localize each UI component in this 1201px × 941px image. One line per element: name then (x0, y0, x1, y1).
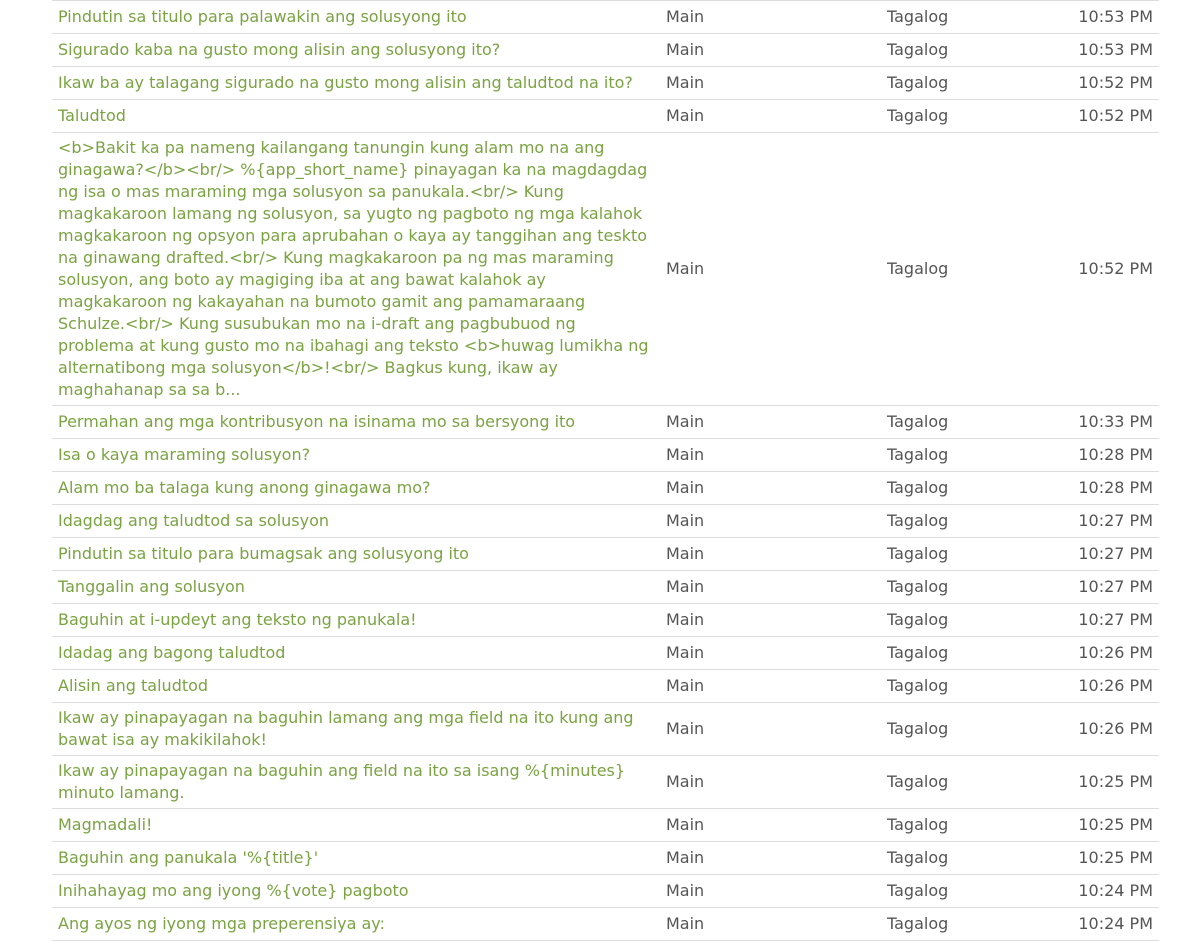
message-cell (52, 809, 660, 842)
resource-cell: Main (660, 1, 881, 34)
table-row (52, 908, 1159, 941)
language-cell: Tagalog (881, 756, 1031, 809)
message-link[interactable]: Ikaw ba ay talagang sigurado na gusto mong alisin ang taludtod na ito? (58, 73, 633, 92)
time-cell: 10:52 PM (1031, 67, 1159, 100)
language-cell: Tagalog (881, 34, 1031, 67)
language-cell: Tagalog (881, 67, 1031, 100)
table-row (52, 571, 1159, 604)
message-link[interactable]: Ang ayos ng iyong mga preperensiya ay: (58, 914, 385, 933)
message-cell (52, 670, 660, 703)
message-link[interactable]: Baguhin at i-updeyt ang teksto ng panukala! (58, 610, 417, 629)
time-cell: 10:26 PM (1031, 637, 1159, 670)
message-link[interactable]: Alam mo ba talaga kung anong ginagawa mo? (58, 478, 431, 497)
time-cell: 10:27 PM (1031, 538, 1159, 571)
language-cell: Tagalog (881, 875, 1031, 908)
message-cell (52, 67, 660, 100)
table-row (52, 809, 1159, 842)
table-row (52, 406, 1159, 439)
message-link[interactable]: Pindutin sa titulo para bumagsak ang solusyong ito (58, 544, 469, 563)
resource-cell: Main (660, 67, 881, 100)
language-cell: Tagalog (881, 406, 1031, 439)
resource-cell: Main (660, 472, 881, 505)
time-cell: 10:28 PM (1031, 472, 1159, 505)
message-cell (52, 908, 660, 941)
message-cell (52, 756, 660, 809)
time-cell: 10:53 PM (1031, 34, 1159, 67)
language-cell: Tagalog (881, 100, 1031, 133)
message-link[interactable]: Baguhin ang panukala '%{title}' (58, 848, 319, 867)
language-cell: Tagalog (881, 637, 1031, 670)
resource-cell: Main (660, 842, 881, 875)
message-cell (52, 472, 660, 505)
message-link[interactable]: Idadag ang bagong taludtod (58, 643, 286, 662)
table-row (52, 67, 1159, 100)
resource-cell: Main (660, 670, 881, 703)
message-link[interactable]: Alisin ang taludtod (58, 676, 209, 695)
message-cell (52, 637, 660, 670)
resource-cell: Main (660, 505, 881, 538)
message-link[interactable]: Magmadali! (58, 815, 153, 834)
table-row (52, 439, 1159, 472)
time-cell: 10:27 PM (1031, 604, 1159, 637)
time-cell: 10:27 PM (1031, 571, 1159, 604)
message-link[interactable]: Inihahayag mo ang iyong %{vote} pagboto (58, 881, 409, 900)
language-cell: Tagalog (881, 571, 1031, 604)
language-cell: Tagalog (881, 439, 1031, 472)
time-cell: 10:26 PM (1031, 703, 1159, 756)
table-row (52, 875, 1159, 908)
message-cell (52, 505, 660, 538)
language-cell: Tagalog (881, 133, 1031, 406)
language-cell: Tagalog (881, 703, 1031, 756)
resource-cell: Main (660, 908, 881, 941)
time-cell: 10:33 PM (1031, 406, 1159, 439)
table-row (52, 538, 1159, 571)
table-row (52, 34, 1159, 67)
resource-cell: Main (660, 756, 881, 809)
message-cell (52, 1, 660, 34)
table-row (52, 637, 1159, 670)
language-cell: Tagalog (881, 908, 1031, 941)
message-cell (52, 571, 660, 604)
resource-cell: Main (660, 100, 881, 133)
time-cell: 10:27 PM (1031, 505, 1159, 538)
message-cell (52, 842, 660, 875)
time-cell: 10:53 PM (1031, 1, 1159, 34)
message-link[interactable]: Tanggalin ang solusyon (58, 577, 245, 596)
table-row (52, 1, 1159, 34)
message-link[interactable]: Permahan ang mga kontribusyon na isinama mo sa bersyong ito (58, 412, 576, 431)
message-link[interactable]: Taludtod (58, 106, 126, 125)
language-cell: Tagalog (881, 604, 1031, 637)
language-cell: Tagalog (881, 842, 1031, 875)
resource-cell: Main (660, 604, 881, 637)
table-row (52, 133, 1159, 406)
resource-cell: Main (660, 439, 881, 472)
language-cell: Tagalog (881, 1, 1031, 34)
resource-cell: Main (660, 406, 881, 439)
table-row (52, 100, 1159, 133)
resource-cell: Main (660, 809, 881, 842)
table-row (52, 505, 1159, 538)
message-cell (52, 100, 660, 133)
resource-cell: Main (660, 703, 881, 756)
translations-table (52, 0, 1159, 941)
language-cell: Tagalog (881, 538, 1031, 571)
resource-cell: Main (660, 538, 881, 571)
time-cell: 10:24 PM (1031, 908, 1159, 941)
language-cell: Tagalog (881, 472, 1031, 505)
message-cell (52, 604, 660, 637)
time-cell: 10:25 PM (1031, 842, 1159, 875)
time-cell: 10:25 PM (1031, 756, 1159, 809)
table-row (52, 703, 1159, 756)
table-row (52, 670, 1159, 703)
translations-table-body (52, 1, 1159, 941)
resource-cell: Main (660, 875, 881, 908)
time-cell: 10:52 PM (1031, 100, 1159, 133)
translations-table-container (52, 0, 1159, 941)
message-cell (52, 133, 660, 406)
resource-cell: Main (660, 571, 881, 604)
table-row (52, 842, 1159, 875)
message-cell (52, 406, 660, 439)
message-link[interactable]: <b>Bakit ka pa nameng kailangang tanungin kung alam mo na ang ginagawa?</b><br/> %{app_short_name} pinayagan ka na magdagdag ng isa o mas maraming mga solusyon sa panukala.<br/> Kung magkakaroon lamang ng solusyon, sa yugto ng pagboto ng mga kalahok magkakaroon ng opsyon para aprubahan o kaya ay tanggihan ang teskto na ginawang drafted.<br/> Kung magkakaroon pa ng mas maraming solusyon, ang boto ay magiging iba at ang bawat kalahok ay magkakaroon ng kakayahan na bumoto gamit ang pamamaraang Schulze.<br/> Kung susubukan mo na i-draft ang pagbubuod ng problema at kung gusto mo na ibahagi ang teksto <b>huwag lumikha ng alternatibong mga solusyon</b>!<br/> Bagkus kung, ikaw ay maghahanap sa sa b... (58, 138, 649, 399)
time-cell: 10:24 PM (1031, 875, 1159, 908)
message-cell (52, 538, 660, 571)
message-cell (52, 875, 660, 908)
table-row (52, 472, 1159, 505)
time-cell: 10:26 PM (1031, 670, 1159, 703)
table-row (52, 604, 1159, 637)
message-cell (52, 703, 660, 756)
time-cell: 10:52 PM (1031, 133, 1159, 406)
time-cell: 10:25 PM (1031, 809, 1159, 842)
message-link[interactable]: Sigurado kaba na gusto mong alisin ang solusyong ito? (58, 40, 501, 59)
time-cell: 10:28 PM (1031, 439, 1159, 472)
message-link[interactable]: Idagdag ang taludtod sa solusyon (58, 511, 330, 530)
message-link[interactable]: Pindutin sa titulo para palawakin ang solusyong ito (58, 7, 467, 26)
resource-cell: Main (660, 637, 881, 670)
message-link[interactable]: Ikaw ay pinapayagan na baguhin lamang ang mga field na ito kung ang bawat isa ay makikilahok! (58, 708, 634, 749)
language-cell: Tagalog (881, 809, 1031, 842)
resource-cell: Main (660, 133, 881, 406)
language-cell: Tagalog (881, 505, 1031, 538)
message-link[interactable]: Ikaw ay pinapayagan na baguhin ang field na ito sa isang %{minutes} minuto lamang. (58, 761, 626, 802)
language-cell: Tagalog (881, 670, 1031, 703)
message-cell (52, 34, 660, 67)
message-link[interactable]: Isa o kaya maraming solusyon? (58, 445, 311, 464)
resource-cell: Main (660, 34, 881, 67)
message-cell (52, 439, 660, 472)
table-row (52, 756, 1159, 809)
